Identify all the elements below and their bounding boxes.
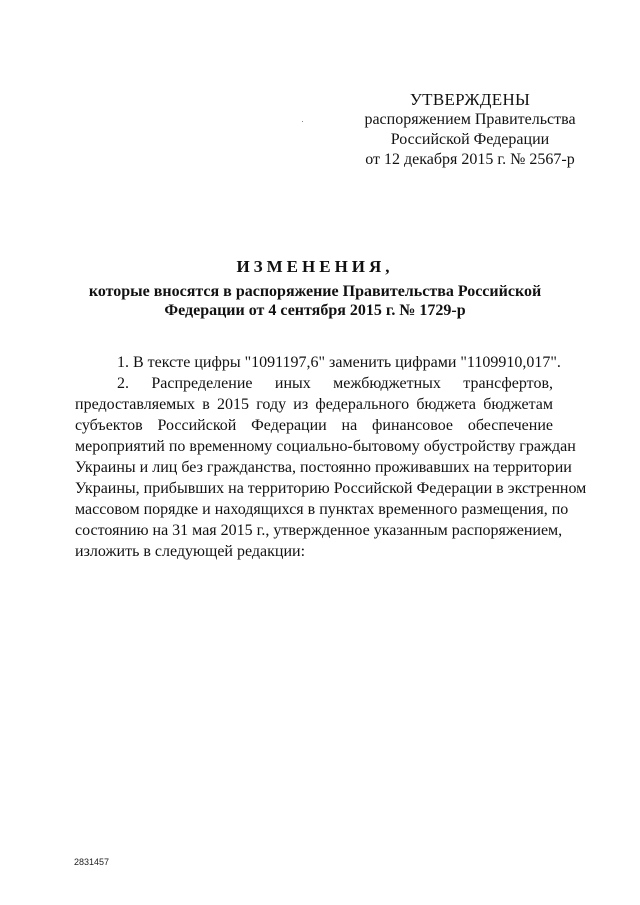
paragraph-2-line-8: состоянию на 31 мая 2015 г., утвержденное указанным распоряжением, — [75, 522, 563, 539]
paragraph-2-line-9: изложить в следующей редакции: — [75, 543, 306, 560]
approval-block — [340, 90, 600, 170]
paragraph-2-line-3: субъектов Российской Федерации на финансовое обеспечение — [75, 417, 553, 434]
paragraph-2-line-7: массовом порядке и находящихся в пунктах временного размещения, по — [75, 501, 569, 518]
approval-heading: УТВЕРЖДЕНЫ — [409, 90, 531, 109]
scan-speck — [302, 121, 303, 122]
document-code: 2831457 — [74, 857, 110, 867]
paragraph-2-line-6: Украины, прибывших на территорию Российской Федерации в экстренном — [75, 480, 587, 497]
approval-line-3: от 12 декабря 2015 г. № 2567-р — [365, 151, 575, 168]
subtitle-line-2: Федерации от 4 сентября 2015 г. № 1729-р — [164, 302, 466, 319]
paragraph-2-line-2: предоставляемых в 2015 году из федерального бюджета бюджетам — [75, 396, 553, 413]
document-title: ИЗМЕНЕНИЯ, — [236, 257, 394, 276]
subtitle-line-1: которые вносятся в распоряжение Правительства Российской — [88, 283, 542, 300]
document-body — [75, 352, 587, 562]
document-subtitle — [80, 282, 550, 320]
paragraph-2-line-5: Украины и лиц без гражданства, постоянно проживавших на территории — [75, 459, 572, 476]
paragraph-2-line-1: 2. Распределение иных межбюджетных трансфертов, — [117, 375, 553, 392]
paragraph-1-line-1: 1. В тексте цифры "1091197,6" заменить цифрами "1109910,017". — [117, 354, 561, 371]
approval-line-1: распоряжением Правительства — [364, 111, 576, 128]
approval-line-2: Российской Федерации — [390, 131, 550, 148]
paragraph-2-line-4: мероприятий по временному социально-бытовому обустройству граждан — [75, 438, 576, 455]
